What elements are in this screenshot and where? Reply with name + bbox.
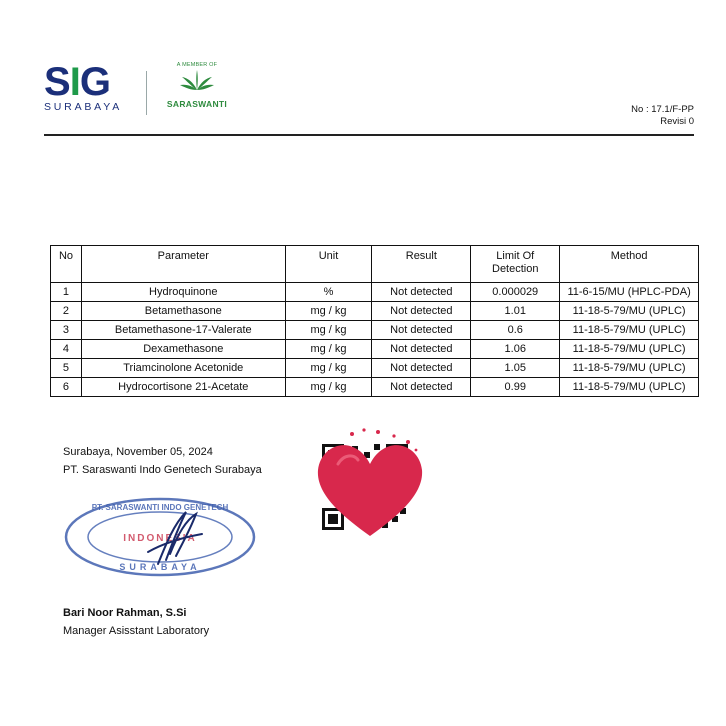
stamp-top-text: PT. SARASWANTI INDO GENETECH <box>91 503 229 512</box>
column-header-method: Method <box>560 246 699 283</box>
cell-result: Not detected <box>372 302 471 321</box>
cell-unit: % <box>285 283 372 302</box>
cell-no: 4 <box>51 340 82 359</box>
table-row <box>51 340 699 359</box>
table-row <box>51 378 699 397</box>
document-number-block <box>631 104 694 128</box>
cell-method: 11-18-5-79/MU (UPLC) <box>560 340 699 359</box>
cell-limit-of-detection: 1.06 <box>471 340 560 359</box>
header-rule <box>44 134 694 136</box>
saraswanti-logo <box>164 62 230 109</box>
signer-name: Bari Noor Rahman, S.Si <box>63 607 187 619</box>
cell-method: 11-6-15/MU (HPLC-PDA) <box>560 283 699 302</box>
cell-limit-of-detection: 1.05 <box>471 359 560 378</box>
cell-no: 6 <box>51 378 82 397</box>
cell-result: Not detected <box>372 283 471 302</box>
cell-parameter: Dexamethasone <box>81 340 285 359</box>
table-row <box>51 321 699 340</box>
cell-no: 2 <box>51 302 82 321</box>
qr-code-with-heart-sticker <box>312 424 428 545</box>
signer-title: Manager Asisstant Laboratory <box>63 625 210 637</box>
cell-unit: mg / kg <box>285 378 372 397</box>
column-header-unit: Unit <box>285 246 372 283</box>
results-table <box>50 245 699 397</box>
saraswanti-member-text: A MEMBER OF <box>176 62 218 68</box>
cell-method: 11-18-5-79/MU (UPLC) <box>560 359 699 378</box>
cell-limit-of-detection: 0.000029 <box>471 283 560 302</box>
cell-parameter: Betamethasone <box>81 302 285 321</box>
cell-no: 1 <box>51 283 82 302</box>
sig-logo-mark: SIG <box>44 60 110 104</box>
table-row <box>51 302 699 321</box>
cell-limit-of-detection: 1.01 <box>471 302 560 321</box>
saraswanti-leaf-icon <box>179 68 215 92</box>
table-header-row <box>51 246 699 283</box>
company-name: PT. Saraswanti Indo Genetech Surabaya <box>63 464 262 476</box>
cell-result: Not detected <box>372 321 471 340</box>
cell-limit-of-detection: 0.6 <box>471 321 560 340</box>
column-header-limit-of-detection: Limit Of Detection <box>471 246 560 283</box>
column-header-no: No <box>51 246 82 283</box>
cell-parameter: Triamcinolone Acetonide <box>81 359 285 378</box>
cell-result: Not detected <box>372 359 471 378</box>
cell-result: Not detected <box>372 340 471 359</box>
cell-method: 11-18-5-79/MU (UPLC) <box>560 302 699 321</box>
cell-result: Not detected <box>372 378 471 397</box>
stamp-middle-text: INDONESIA <box>123 533 197 544</box>
document-number: No : 17.1/F-PP <box>631 104 694 115</box>
cell-unit: mg / kg <box>285 340 372 359</box>
logo-divider <box>146 71 147 115</box>
table-row <box>51 359 699 378</box>
cell-parameter: Hydrocortisone 21-Acetate <box>81 378 285 397</box>
sig-logo-subtitle: SURABAYA <box>44 101 123 113</box>
cell-limit-of-detection: 0.99 <box>471 378 560 397</box>
sig-logo <box>44 62 122 113</box>
stamp-bottom-text: SURABAYA <box>119 562 201 572</box>
column-header-result: Result <box>372 246 471 283</box>
table-row <box>51 283 699 302</box>
cell-parameter: Hydroquinone <box>81 283 285 302</box>
cell-no: 3 <box>51 321 82 340</box>
cell-unit: mg / kg <box>285 359 372 378</box>
saraswanti-name: SARASWANTI <box>166 99 228 109</box>
cell-method: 11-18-5-79/MU (UPLC) <box>560 378 699 397</box>
cell-unit: mg / kg <box>285 321 372 340</box>
document-revision: Revisi 0 <box>660 116 694 127</box>
company-stamp <box>62 494 258 585</box>
place-and-date: Surabaya, November 05, 2024 <box>63 446 213 458</box>
column-header-parameter: Parameter <box>81 246 285 283</box>
cell-method: 11-18-5-79/MU (UPLC) <box>560 321 699 340</box>
cell-no: 5 <box>51 359 82 378</box>
cell-parameter: Betamethasone-17-Valerate <box>81 321 285 340</box>
cell-unit: mg / kg <box>285 302 372 321</box>
